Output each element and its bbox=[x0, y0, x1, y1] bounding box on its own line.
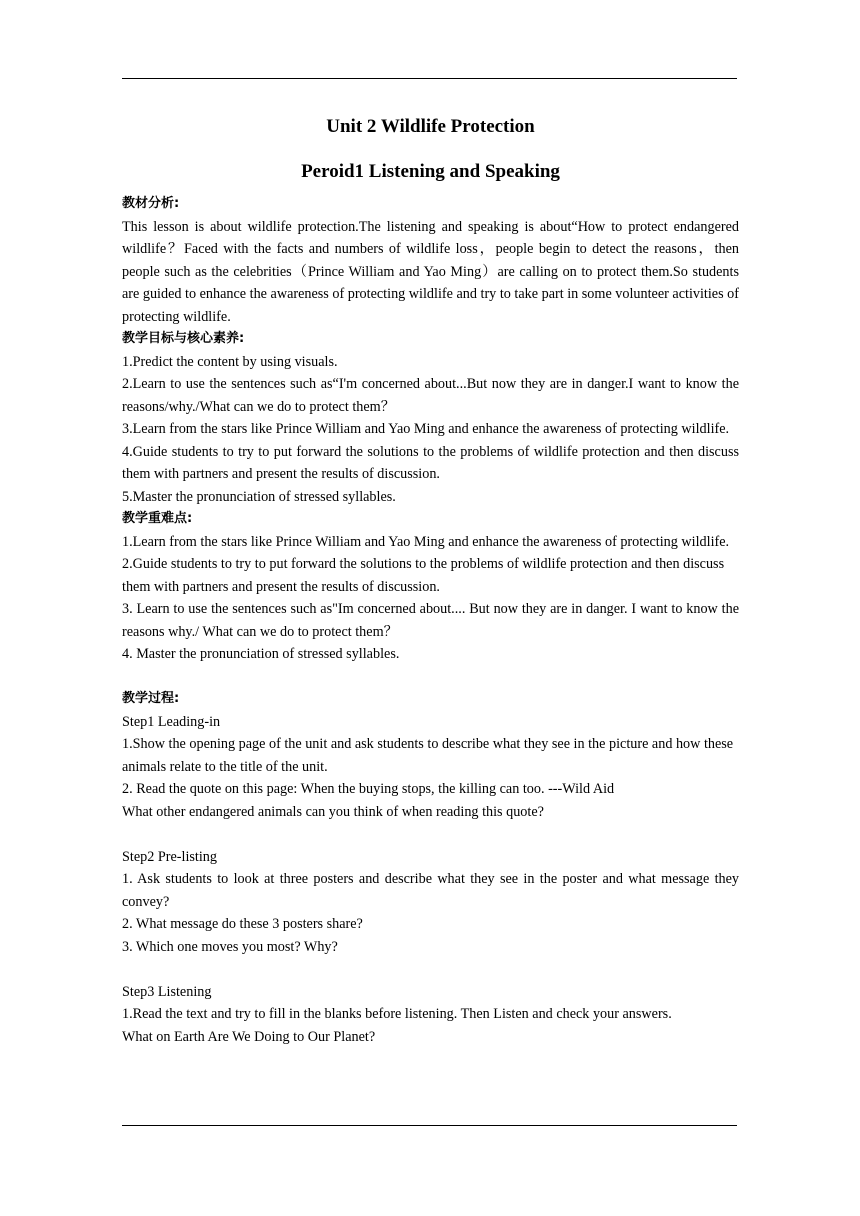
blank-line bbox=[122, 666, 739, 689]
objective-item-1: 1.Predict the content by using visuals. bbox=[122, 353, 338, 370]
blank-line bbox=[122, 823, 739, 846]
key-point-item-2: 2.Guide students to try to put forward the solutions to the problems of wildlife protection and then discuss them with partners and present the results of discussion. bbox=[122, 556, 725, 595]
step-line: 2. What message do these 3 posters share? bbox=[122, 916, 363, 932]
section-heading-key-points: 教学重难点: bbox=[122, 511, 193, 526]
document-body bbox=[122, 112, 739, 1048]
document-subtitle: Peroid1 Listening and Speaking bbox=[301, 161, 560, 182]
step-title: Step1 Leading-in bbox=[122, 713, 221, 730]
key-point-item-4: 4. Master the pronunciation of stressed syllables. bbox=[122, 646, 400, 662]
objective-item-4: 4.Guide students to try to put forward the solutions to the problems of wildlife protection and then discuss them with partners and present the results of discussion. bbox=[122, 443, 739, 482]
objective-item-2: 2.Learn to use the sentences such as“I'm concerned about...But now they are in danger.I want to know the reasons/why./What can we do to protect them？ bbox=[122, 376, 739, 415]
step-line: What on Earth Are We Doing to Our Planet? bbox=[122, 1028, 376, 1045]
step-line: 1.Read the text and try to fill in the blanks before listening. Then Listen and check your answers. bbox=[122, 1006, 672, 1022]
objective-item-5: 5.Master the pronunciation of stressed syllables. bbox=[122, 488, 396, 505]
step-line: 2. Read the quote on this page: When the buying stops, the killing can too. ---Wild Aid bbox=[122, 781, 615, 797]
step-line: 1.Show the opening page of the unit and ask students to describe what they see in the picture and how these animals relate to the title of the unit. bbox=[122, 736, 734, 775]
step-line: 1. Ask students to look at three posters and describe what they see in the poster and what message they convey? bbox=[122, 871, 739, 910]
analysis-paragraph: This lesson is about wildlife protection.The listening and speaking is about“How to protect endangered wildlife？Faced with the facts and numbers of wildlife loss，people begin to detect the reasons，then people such as the celebrities（Prince William and Yao Ming）are calling on to protect them.So students are guided to enhance the awareness of protecting wildlife and try to take part in some volunteer activities of protecting wildlife. bbox=[122, 218, 739, 325]
header-rule bbox=[122, 78, 737, 79]
document-title: Unit 2 Wildlife Protection bbox=[326, 116, 535, 137]
step-line: 3. Which one moves you most? Why? bbox=[122, 938, 338, 955]
blank-line bbox=[122, 958, 739, 981]
key-point-item-3: 3. Learn to use the sentences such as"Im concerned about.... But now they are in danger. I want to know the reasons why./ What can we do to protect them？ bbox=[122, 601, 739, 640]
step-line: What other endangered animals can you think of when reading this quote? bbox=[122, 803, 544, 820]
key-point-item-1: 1.Learn from the stars like Prince William and Yao Ming and enhance the awareness of protecting wildlife. bbox=[122, 533, 730, 550]
step-title: Step2 Pre-listing bbox=[122, 848, 217, 865]
step-title: Step3 Listening bbox=[122, 983, 212, 1000]
footer-rule bbox=[122, 1125, 737, 1126]
section-heading-analysis: 教材分析: bbox=[122, 196, 180, 211]
section-heading-process: 教学过程: bbox=[122, 691, 180, 706]
section-heading-objectives: 教学目标与核心素养: bbox=[122, 331, 245, 346]
objective-item-3: 3.Learn from the stars like Prince William and Yao Ming and enhance the awareness of protecting wildlife. bbox=[122, 421, 730, 437]
